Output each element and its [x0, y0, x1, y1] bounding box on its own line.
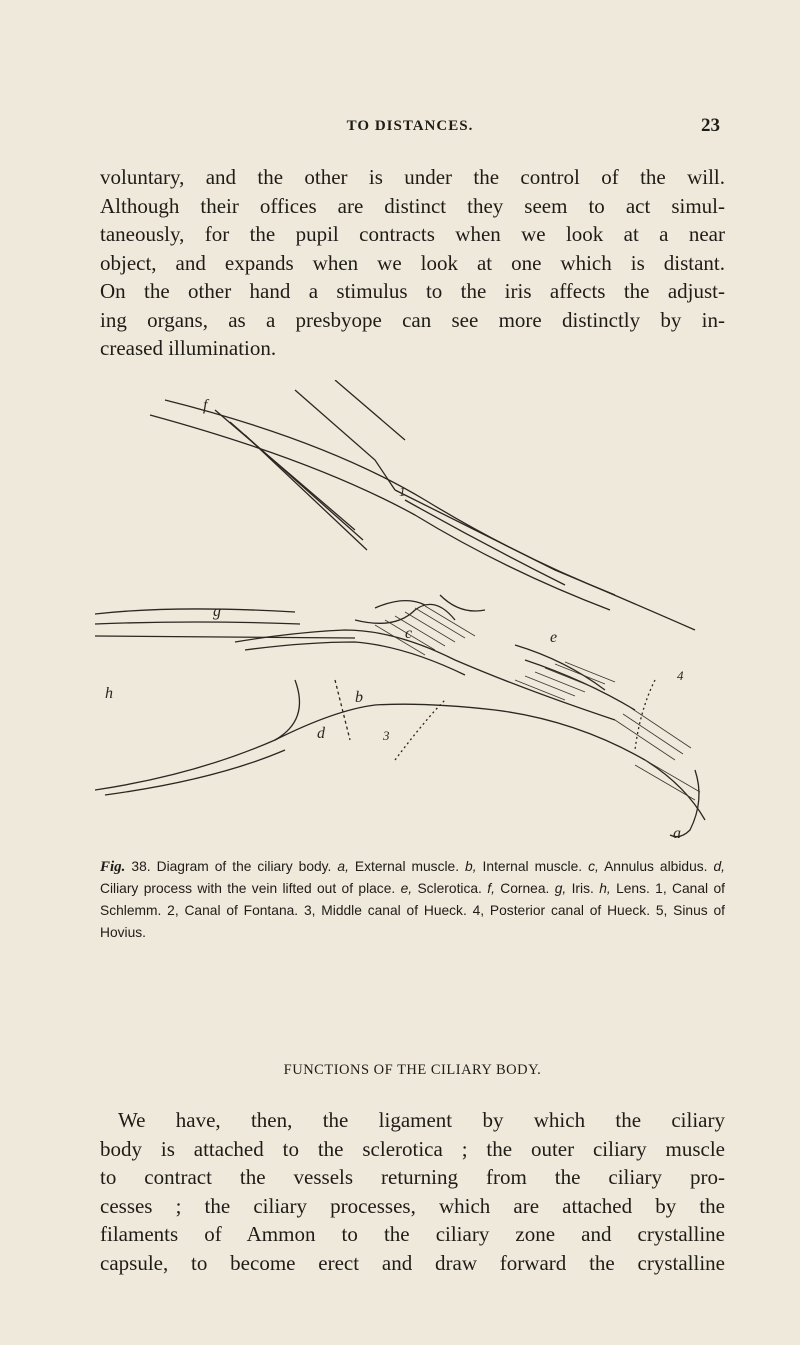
- text-line: cesses ; the ciliary processes, which are attached by the: [100, 1193, 725, 1218]
- section-heading: FUNCTIONS OF THE CILIARY BODY.: [283, 1062, 542, 1078]
- caption-text: Lens. 1, Canal of Schlemm. 2, Canal of Fontana. 3, Middle canal of Hueck. 4, Posterior canal of Hueck. 5, Sinus of Hovius.: [100, 881, 725, 940]
- text-line: voluntary, and the other is under the control of the will.: [100, 165, 725, 189]
- label-a: a: [673, 825, 681, 842]
- caption-key: b,: [465, 859, 477, 874]
- ciliary-body-diagram: [95, 380, 720, 848]
- label-1: 1: [399, 484, 406, 499]
- caption-key: h,: [599, 881, 611, 896]
- page-number: 23: [701, 115, 720, 136]
- caption-key: g,: [554, 881, 567, 896]
- text-line: Although their offices are distinct they seem to act simul-: [100, 193, 725, 218]
- text-line: taneously, for the pupil contracts when we look at a near: [100, 222, 725, 246]
- label-g: g: [213, 603, 221, 620]
- text-line: body is attached to the sclerotica ; the outer ciliary muscle: [100, 1136, 725, 1161]
- text-line: capsule, to become erect and draw forward the crystalline: [100, 1250, 725, 1275]
- caption-text: Iris.: [566, 881, 600, 896]
- caption-key: d,: [713, 859, 725, 874]
- label-f: f: [203, 397, 208, 414]
- paragraph-top: [100, 163, 725, 363]
- caption-text: Ciliary process with the vein lifted out of place.: [100, 881, 401, 896]
- text-line: creased illumination.: [100, 336, 277, 360]
- running-title: TO DISTANCES.: [346, 118, 474, 134]
- text-line: We have, then, the ligament by which the ciliary: [118, 1108, 725, 1132]
- paragraph-bottom: [100, 1106, 725, 1277]
- text-line: object, and expands when we look at one which is distant.: [100, 250, 725, 275]
- label-3: 3: [383, 728, 390, 743]
- label-d: d: [317, 725, 325, 742]
- caption-text: Sclerotica.: [412, 881, 488, 896]
- text-line: filaments of Ammon to the ciliary zone and crystalline: [100, 1222, 725, 1246]
- label-h: h: [105, 685, 113, 702]
- label-4: 4: [677, 668, 684, 683]
- caption-text: Internal muscle.: [476, 859, 589, 874]
- label-e: e: [550, 629, 558, 646]
- running-head: [100, 115, 720, 142]
- text-line: to contract the vessels returning from the ciliary pro-: [100, 1165, 725, 1189]
- caption-key: f,: [487, 881, 495, 896]
- figure-caption: [100, 856, 725, 944]
- text-line: ing organs, as a presbyope can see more distinctly by in-: [100, 307, 725, 332]
- label-b: b: [355, 689, 363, 706]
- label-c: c: [405, 625, 413, 642]
- text-line: On the other hand a stimulus to the iris affects the adjust-: [100, 279, 725, 303]
- caption-text: External muscle.: [348, 859, 466, 874]
- caption-text: 38. Diagram of the ciliary body.: [125, 859, 338, 874]
- caption-text: Annulus albidus.: [598, 859, 714, 874]
- caption-fig-label: Fig.: [100, 859, 126, 875]
- caption-text: Cornea.: [494, 881, 555, 896]
- caption-key: a,: [337, 859, 349, 874]
- caption-key: c,: [588, 859, 599, 874]
- caption-key: e,: [400, 881, 413, 896]
